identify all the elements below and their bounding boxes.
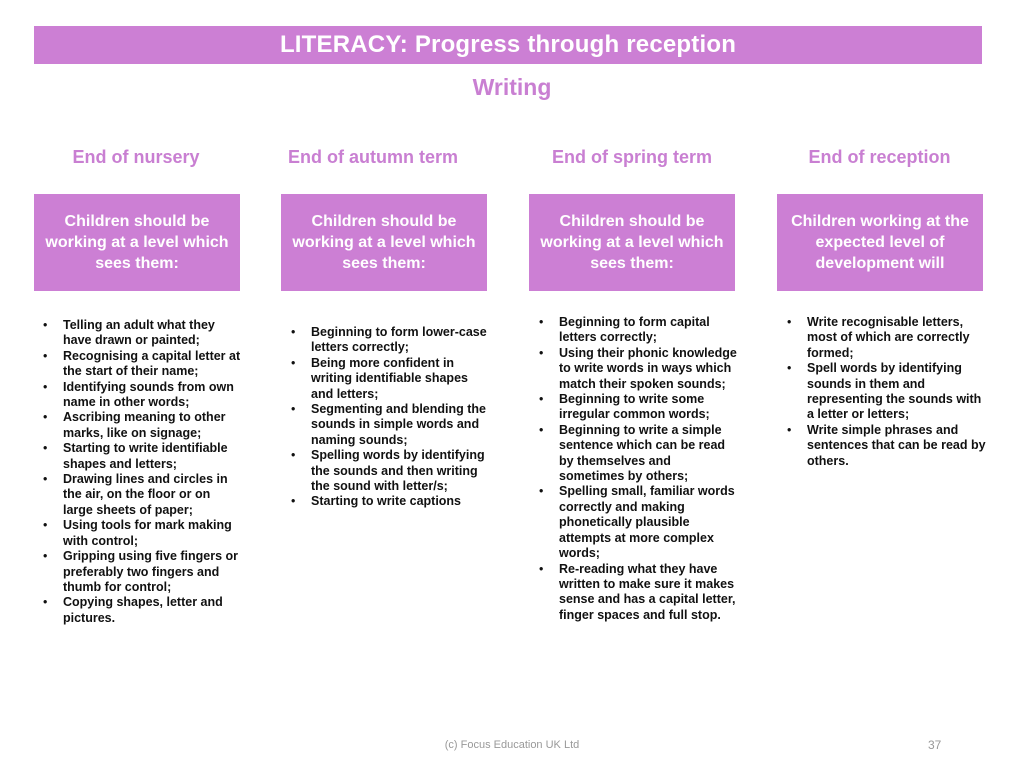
list-item: • Copying shapes, letter and pictures. <box>43 595 243 626</box>
column-box-autumn <box>281 194 487 291</box>
bullet-list-spring <box>539 315 739 623</box>
list-item: • Write simple phrases and sentences that can be read by others. <box>787 423 987 469</box>
copyright-footer: (c) Focus Education UK Ltd <box>444 739 580 751</box>
column-heading-spring: End of spring term <box>551 147 712 167</box>
list-item: • Write recognisable letters, most of which are correctly formed; <box>787 315 987 361</box>
column-box-nursery <box>34 194 240 291</box>
list-item: • Being more confident in writing identifiable shapes and letters; <box>291 356 491 402</box>
bullet-list-reception <box>787 315 987 469</box>
list-item: • Beginning to form capital letters correctly; <box>539 315 739 346</box>
list-item: • Spell words by identifying sounds in them and representing the sounds with a letter or letters; <box>787 361 987 423</box>
page-number: 37 <box>928 738 942 752</box>
list-item: • Gripping using five fingers or preferably two fingers and thumb for control; <box>43 549 243 595</box>
list-item: • Beginning to write a simple sentence which can be read by themselves and sometimes by others; <box>539 423 739 485</box>
box-text: Children should be working at a level which sees them: <box>540 213 724 272</box>
list-item: • Starting to write captions <box>291 494 491 509</box>
list-item: • Using tools for mark making with control; <box>43 518 243 549</box>
column-heading-reception: End of reception <box>808 147 951 167</box>
list-item: • Spelling small, familiar words correctly and making phonetically plausible attempts at more complex words; <box>539 484 739 561</box>
box-text: Children working at the expected level of development will <box>791 213 969 272</box>
page-title: LITERACY: Progress through reception <box>279 31 737 58</box>
list-item: • Re-reading what they have written to make sure it makes sense and has a capital letter, finger spaces and full stop. <box>539 562 739 624</box>
list-item: • Telling an adult what they have drawn or painted; <box>43 318 243 349</box>
list-item: • Beginning to form lower-case letters correctly; <box>291 325 491 356</box>
column-box-spring <box>529 194 735 291</box>
title-bar <box>34 26 982 64</box>
list-item: • Ascribing meaning to other marks, like on signage; <box>43 410 243 441</box>
list-item: • Segmenting and blending the sounds in simple words and naming sounds; <box>291 402 491 448</box>
column-heading-autumn: End of autumn term <box>288 147 458 167</box>
page-subtitle: Writing <box>472 74 552 100</box>
list-item: • Identifying sounds from own name in other words; <box>43 380 243 411</box>
box-text: Children should be working at a level which sees them: <box>45 213 229 272</box>
box-text: Children should be working at a level which sees them: <box>292 213 476 272</box>
list-item: • Spelling words by identifying the sounds and then writing the sound with letter/s; <box>291 448 491 494</box>
bullet-list-autumn <box>291 325 491 510</box>
list-item: • Starting to write identifiable shapes and letters; <box>43 441 243 472</box>
column-box-reception <box>777 194 983 291</box>
bullet-list-nursery <box>43 318 243 626</box>
list-item: • Using their phonic knowledge to write words in ways which match their spoken sounds; <box>539 346 739 392</box>
list-item: • Drawing lines and circles in the air, on the floor or on large sheets of paper; <box>43 472 243 518</box>
column-heading-nursery: End of nursery <box>72 147 200 167</box>
list-item: • Beginning to write some irregular common words; <box>539 392 739 423</box>
list-item: • Recognising a capital letter at the start of their name; <box>43 349 243 380</box>
